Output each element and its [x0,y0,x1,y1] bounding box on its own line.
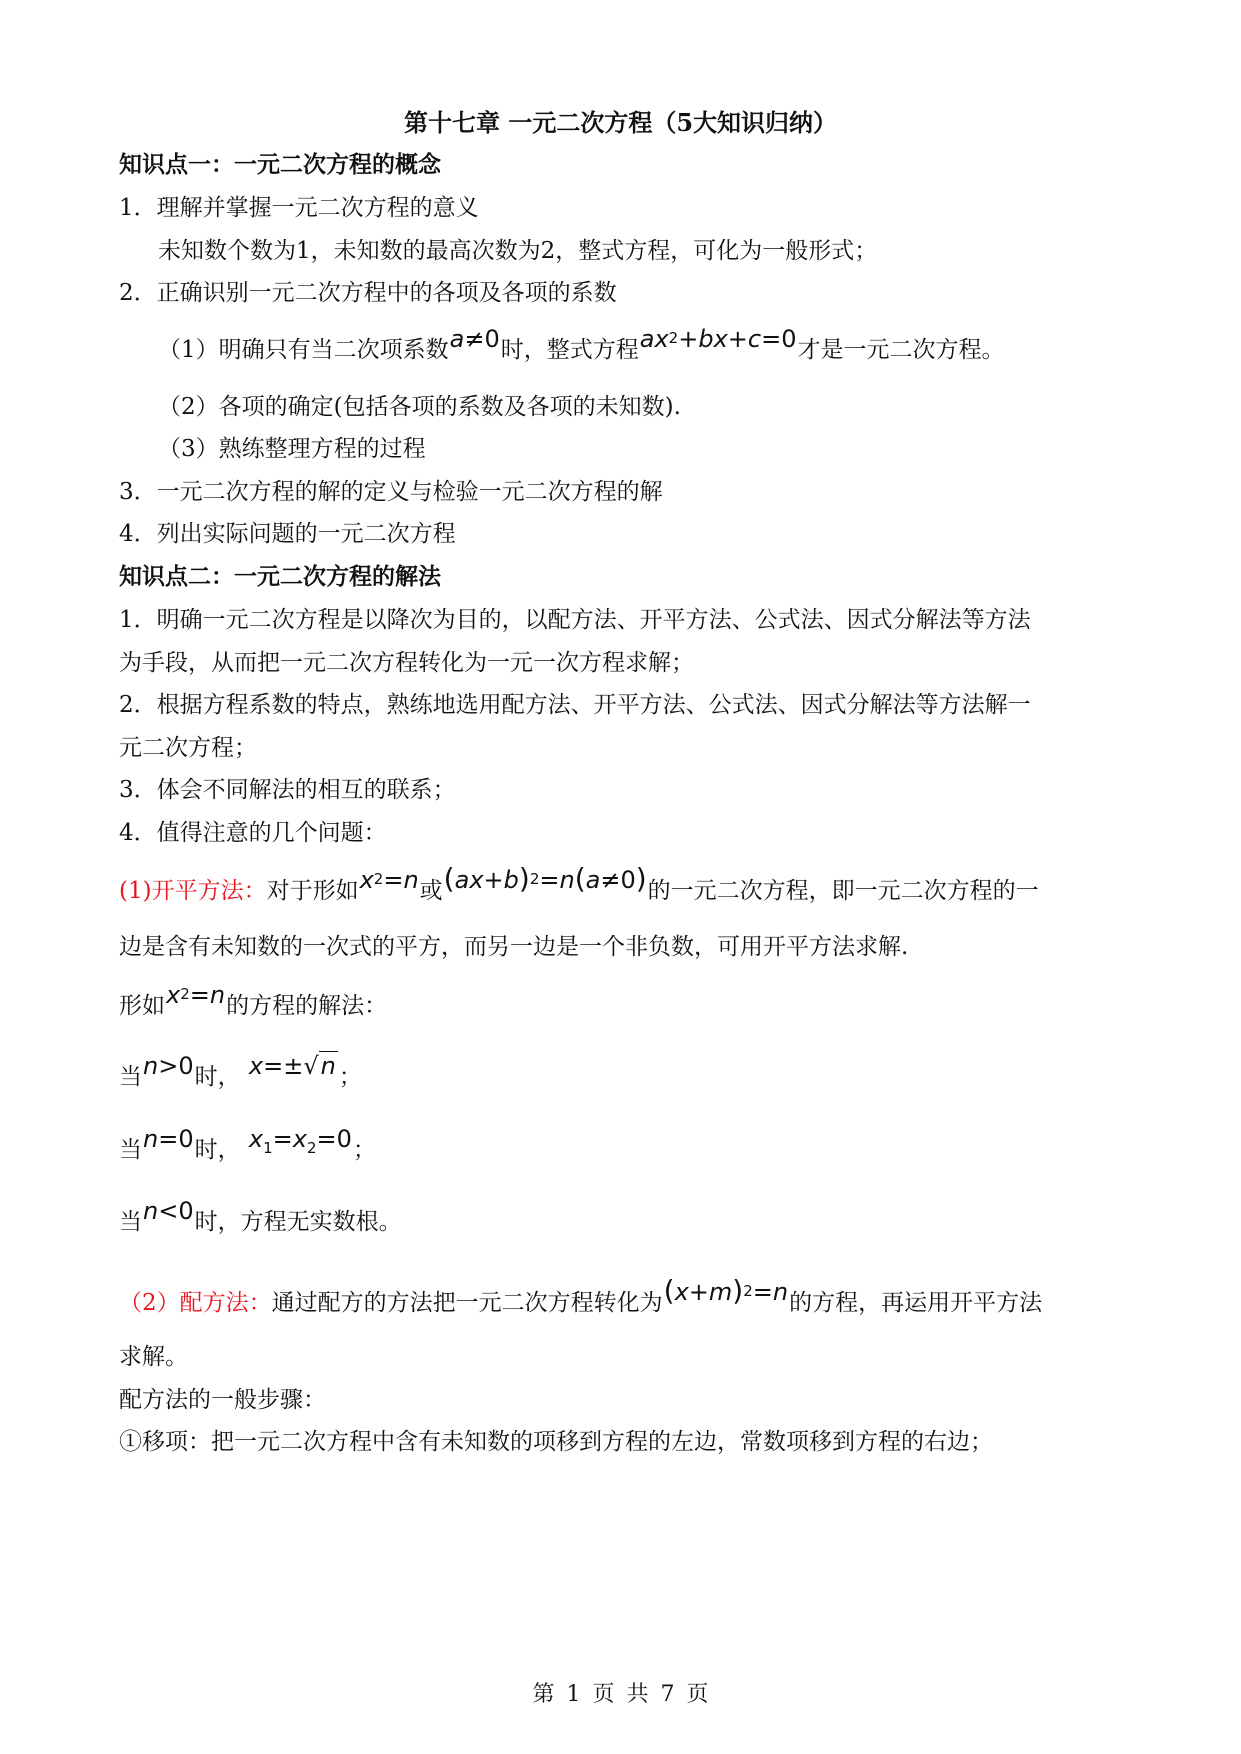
method-text: 或 [419,878,443,904]
page-title: 第十七章 一元二次方程（5大知识归纳） [403,108,838,137]
sub-item-1 [158,325,1005,367]
list-item: 3．一元二次方程的解的定义与检验一元二次方程的解 [119,479,663,505]
math-x-pm-sqrt-n: x=±√n [248,1052,336,1080]
footer-text: 页 [592,1682,615,1707]
method-text: 的方程，再运用开平方法 [789,1290,1043,1316]
sub-item-3: （3）熟练整理方程的过程 [158,436,426,462]
case-text: 时， [194,1064,241,1090]
page-footer [0,1680,1241,1710]
paragraph-line: 为手段，从而把一元二次方程转化为一元一次方程求解； [119,650,694,676]
footer-text: 页 [686,1682,709,1707]
list-item-note: 未知数个数为1，未知数的最高次数为2，整式方程，可化为一般形式； [158,238,878,264]
form-line [119,981,388,1023]
case-zero [119,1125,376,1167]
method-2-line [119,1274,1043,1320]
case-text: 当 [119,1064,142,1090]
paragraph-line: 元二次方程； [119,735,257,761]
method-text: 对于形如 [266,878,359,904]
case-positive [119,1052,362,1092]
method-1-line [119,862,1039,908]
list-item: 2．正确识别一元二次方程中的各项及各项的系数 [119,280,617,306]
form-text: 的方程的解法： [226,993,388,1019]
page-total: 7 [660,1682,675,1707]
list-item: 4．列出实际问题的一元二次方程 [119,521,456,547]
paragraph-line: 4．值得注意的几个问题： [119,820,387,846]
case-negative [119,1197,402,1237]
case-text: 时，方程无实数根。 [194,1209,402,1235]
math-n-gt-0: n>0 [143,1052,194,1080]
paragraph-line: 2．根据方程系数的特点，熟练地选用配方法、开平方法、公式法、因式分解法等方法解一 [119,692,1031,718]
paragraph-line: 边是含有未知数的一次式的平方，而另一边是一个非负数，可用开平方法求解. [119,934,909,960]
math-general-form: $ax^2+bx+c=0$ [639,325,797,353]
footer-text: 第 [532,1682,555,1707]
math-x-m-squared: $(x+m)^2=n$ [663,1274,789,1307]
math-x2-eq-n: $x^2=n$ [166,981,226,1009]
case-text: 当 [119,1137,142,1163]
case-text: ； [338,1064,362,1090]
case-text: 时， [194,1137,241,1163]
method-text: 通过配方的方法把一元二次方程转化为 [271,1290,663,1316]
paragraph-line: 求解。 [119,1344,188,1370]
sub-item-text: （1）明确只有当二次项系数 [158,337,449,363]
sub-item-text: 时，整式方程 [500,337,639,363]
math-n-lt-0: n<0 [143,1197,194,1225]
step-item: ①移项：把一元二次方程中含有未知数的项移到方程的左边，常数项移到方程的右边； [119,1429,993,1455]
method-label: (1)开平方法： [119,878,267,904]
form-text: 形如 [119,993,165,1019]
math-ax-b-squared: $(ax+b)^2=n(a\ne 0)$ [443,862,647,895]
math-x2-eq-n: $x^2=n$ [359,866,419,894]
case-text: 当 [119,1209,142,1235]
math-a-not-zero: a≠0 [449,325,500,353]
footer-text: 共 [626,1682,649,1707]
sub-item-2: （2）各项的确定(包括各项的系数及各项的未知数). [158,394,681,420]
sub-item-text: 才是一元二次方程。 [797,337,1005,363]
paragraph-line: 1．明确一元二次方程是以降次为目的，以配方法、开平方法、公式法、因式分解法等方法 [119,607,1031,633]
list-item: 1．理解并掌握一元二次方程的意义 [119,195,479,221]
case-text: ； [352,1137,376,1163]
steps-title: 配方法的一般步骤： [119,1387,326,1413]
math-n-eq-0: n=0 [143,1125,194,1153]
method-text: 的一元二次方程，即一元二次方程的一 [647,878,1039,904]
section-heading-1: 知识点一：一元二次方程的概念 [119,151,441,178]
method-label: （2）配方法： [119,1290,272,1316]
math-x1-eq-x2-eq-0: $x_1=x_2=0$ [248,1125,352,1157]
section-heading-2: 知识点二：一元二次方程的解法 [119,563,441,590]
page-number: 1 [566,1682,581,1707]
paragraph-line: 3．体会不同解法的相互的联系； [119,777,456,803]
